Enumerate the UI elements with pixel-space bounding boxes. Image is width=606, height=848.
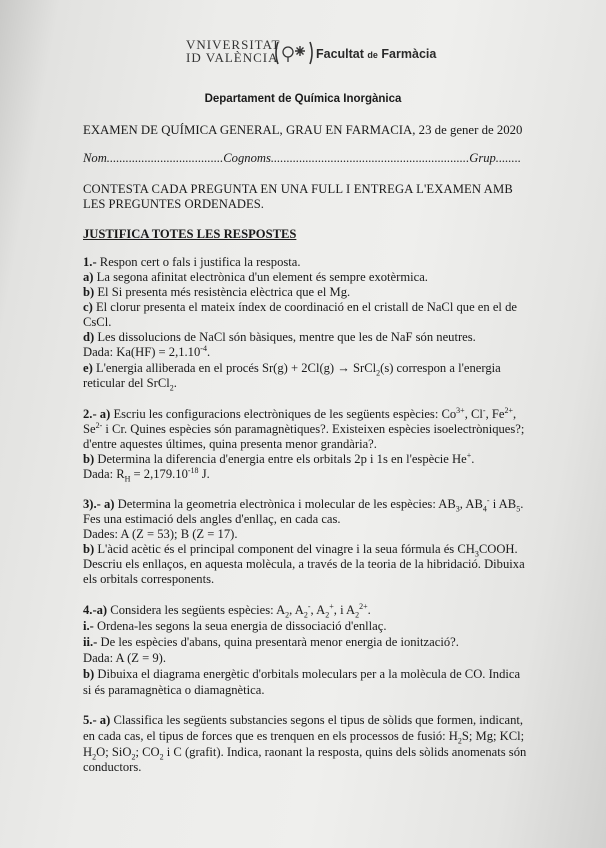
q1-d: d) Les dissolucions de NaCl són bàsiques, mentre que les de NaF són neutres. xyxy=(83,330,476,344)
q3-b-cont: Descriu els enllaços, en aquesta molècula, a través de la teoria de la hibridació. Dibuixa xyxy=(83,557,525,571)
justify-heading: JUSTIFICA TOTES LES RESPOSTES xyxy=(83,227,297,241)
q1-c: c) El clorur presenta el mateix índex de coordinació en el cristall de NaCl que en el de xyxy=(83,300,517,314)
q4-b: b) Dibuixa el diagrama energètic d'orbitals moleculars per a la molècula de CO. Indica xyxy=(83,667,521,681)
q3-dades: Dades: A (Z = 53); B (Z = 17). xyxy=(83,527,238,541)
q4-a: 4.-a) Considera les següents espècies: $A_2$, $A_2^-$, $A_2^+$, i $A_2^{2+}$. xyxy=(83,601,371,620)
exam-title: EXAMEN DE QUÍMICA GENERAL, GRAU EN FARMACIA, 23 de gener de 2020 xyxy=(83,123,523,137)
department-title: Departament de Química Inorgànica xyxy=(204,93,402,105)
faculty-name: Facultat de Farmàcia xyxy=(316,47,437,61)
university-crest-icon xyxy=(274,40,314,66)
q1-e: e) L'energia alliberada en el procés Sr(g) + 2Cl(g) → SrCl$_2$(s) correspon a l'energia xyxy=(83,361,501,378)
instruction-line-2: LES PREGUNTES ORDENADES. xyxy=(83,197,264,211)
instruction-line-1: CONTESTA CADA PREGUNTA EN UNA FULL I ENTREGA L'EXAMEN AMB xyxy=(83,182,513,196)
university-logo: VNIVERSITAT ID VALÈNCIA xyxy=(186,37,281,65)
q5-a-cont: en cada cas, el tipus de forces que es trenquen en els processos de fusió: $H_2S$; Mg; KCl; xyxy=(83,729,525,746)
header xyxy=(186,38,476,74)
q4-i: i.- Ordena-les segons la seua energia de dissociació d'enllaç. xyxy=(83,619,387,633)
q1-a: a) La segona afinitat electrònica d'un element és sempre exotèrmica. xyxy=(83,270,428,284)
q1-b: b) El Si presenta més resistència elèctrica que el Mg. xyxy=(83,285,351,299)
q3-a: 3).- a) Determina la geometria electrònica i molecular de les espècies: $AB_3$, $AB_4^-$ i $AB_5$. xyxy=(83,495,524,514)
name-field: Nom.....................................Cognoms...............................................................Grup........ xyxy=(83,151,521,165)
q4-dada: Dada: A (Z = 9). xyxy=(83,651,166,665)
q3-a-cont: Fes una estimació dels angles d'enllaç, en cada cas. xyxy=(83,512,341,526)
q4-b-cont: si és paramagnètica o diamagnètica. xyxy=(83,683,265,697)
q1-c-cont: CsCl. xyxy=(83,315,112,329)
q2-a: 2.- a) Escriu les configuracions electròniques de les següents espècies: $Co^{3+}$, Cl-, $Fe^{2+}$, xyxy=(83,405,517,421)
q5-a-cont2: $H_2O$; SiO$_2$; $CO_2$ i C (grafit). Indica, raonant la resposta, quins dels sòlids anomenats són xyxy=(83,745,527,762)
q5-a-cont3: conductors. xyxy=(83,760,142,774)
q3-b-cont2: els orbitals corresponents. xyxy=(83,572,215,586)
q1-e-cont: reticular del SrCl$_2$. xyxy=(83,376,177,393)
q2-b: b) Determina la diferencia d'energia entre els orbitals 2p i 1s en l'espècie He+. xyxy=(83,450,475,466)
q3-b: b) L'àcid acètic és el principal component del vinagre i la seua fórmula és $CH_3COOH$. xyxy=(83,542,518,559)
q2-a-cont: $Se^{2-}$ i Cr. Quines espècies són paramagnètiques?. Existeixen espècies isoelectròniques?; xyxy=(83,420,525,436)
q2-a-cont2: d'entre aquestes últimes, quina presenta menor grandària?. xyxy=(83,437,377,451)
q1-dada: Dada: $Ka(HF) = 2,1.10^{-4}$. xyxy=(83,343,211,359)
q1-intro: 1.- Respon cert o fals i justifica la resposta. xyxy=(83,255,301,269)
q2-dada: Dada: $R_H = 2,179.10^{-18}$ J. xyxy=(83,465,210,484)
q4-ii: ii.- De les espècies d'abans, quina presentarà menor energia de ionització?. xyxy=(83,635,459,649)
q5-a: 5.- a) Classifica les següents substancies segons el tipus de sòlids que formen, indicant, xyxy=(83,713,524,727)
